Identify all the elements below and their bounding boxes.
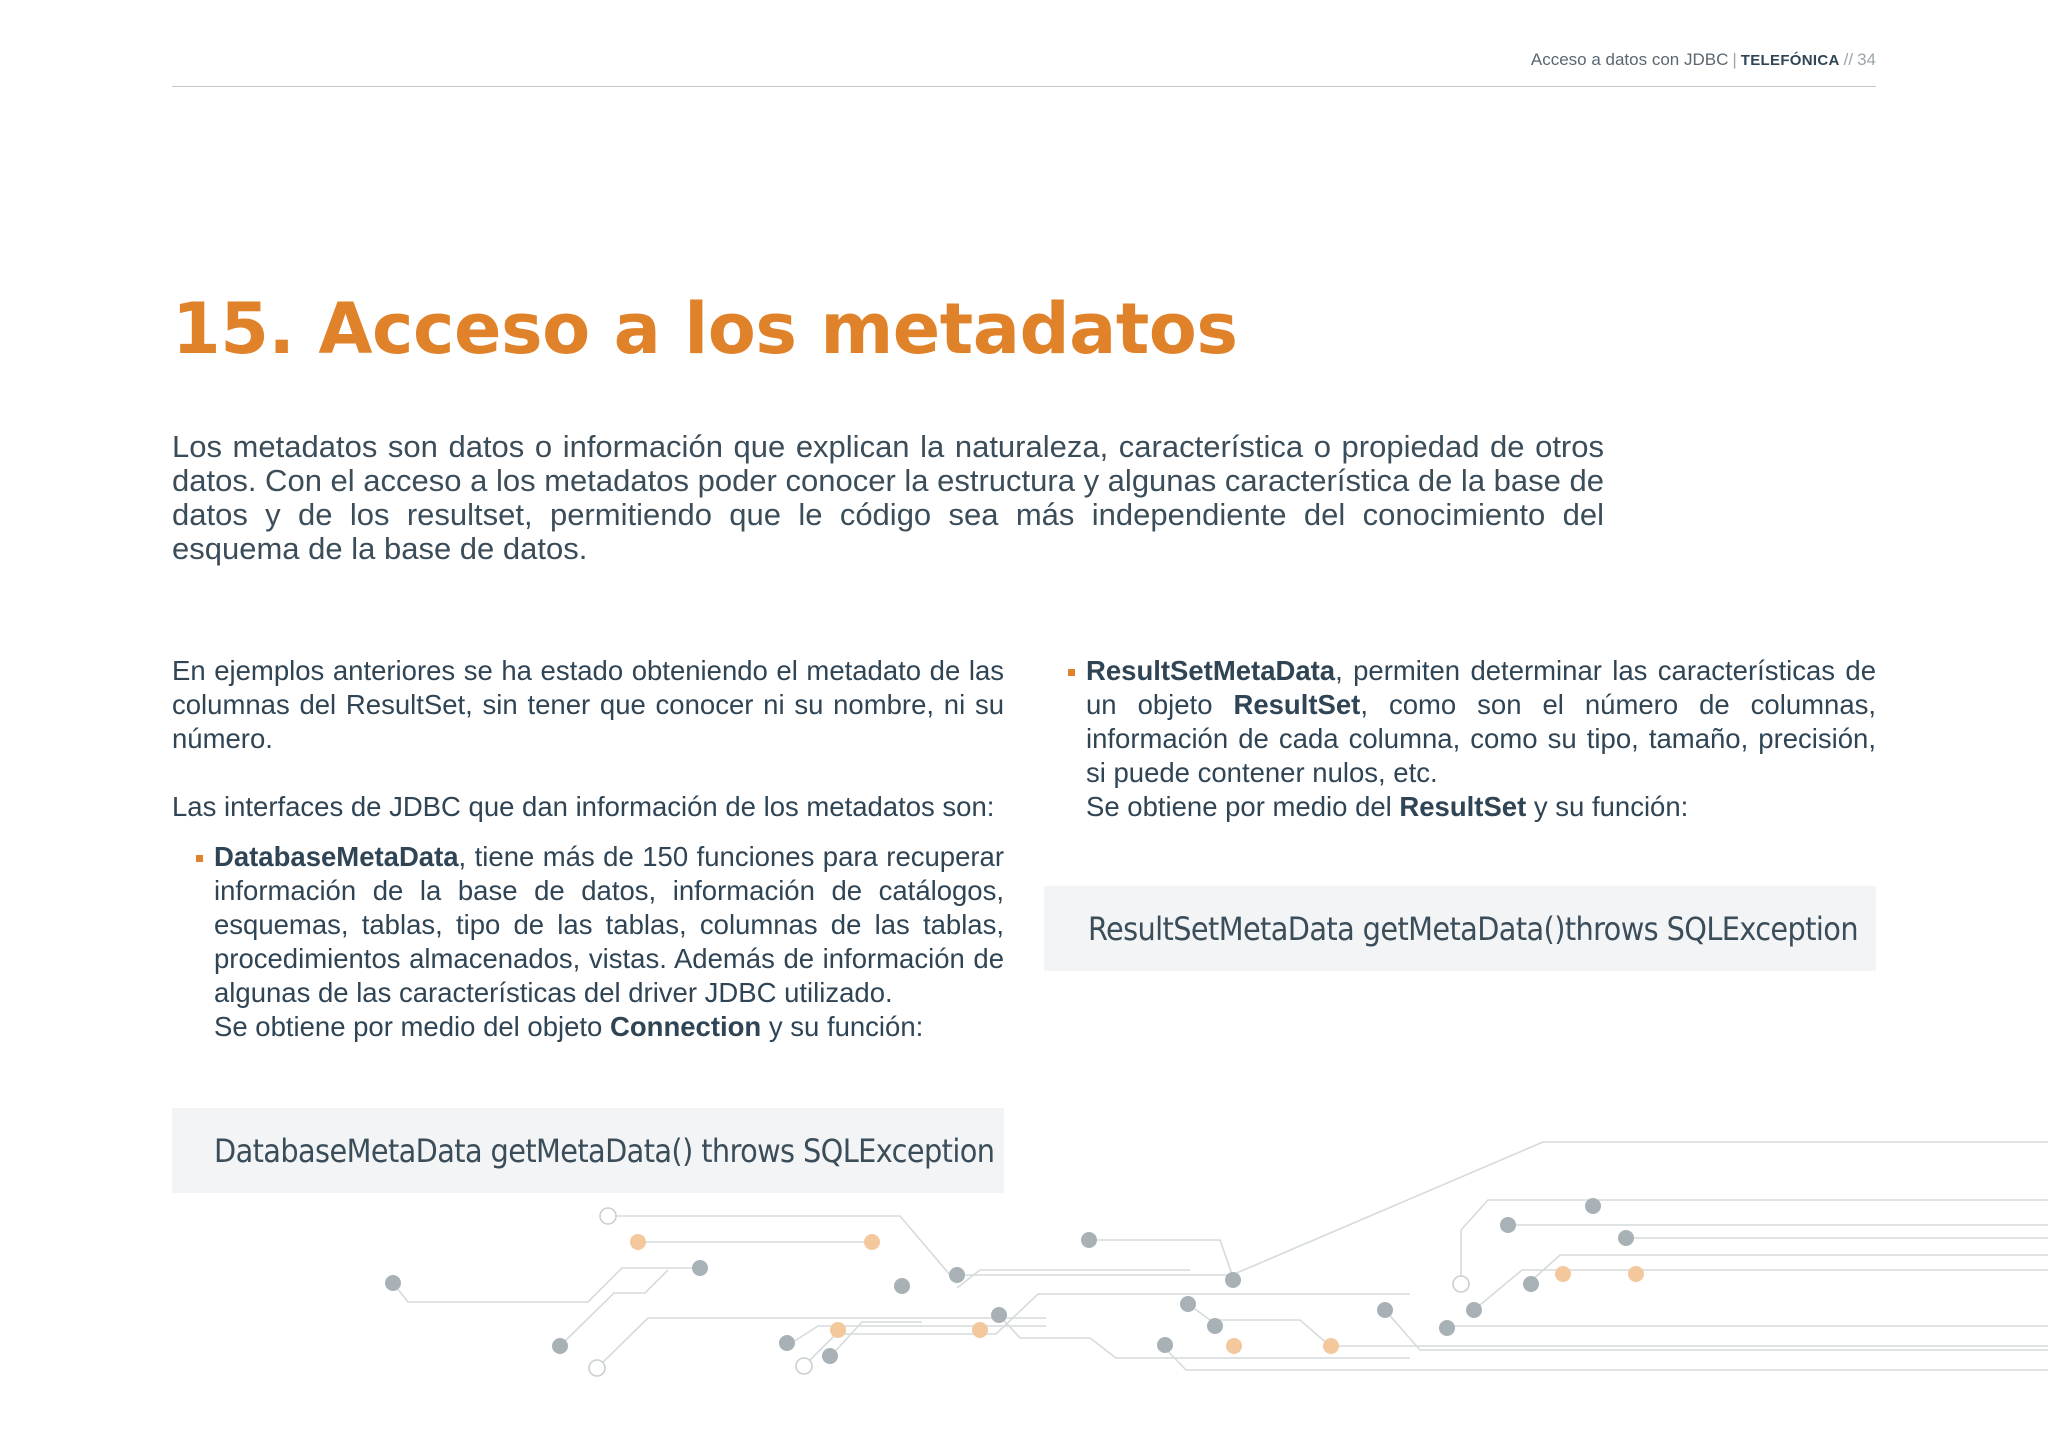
bullet-description: , tiene más de 150 funciones para recuperar información de la base de datos, información de catálogos, esquemas, tablas, tipo de las tablas, columnas de las tablas, procedimientos almacenados, vistas. Además de información de algunas de las características del driver JDBC utilizado. xyxy=(214,841,1004,1008)
obtain-term: Connection xyxy=(609,1011,762,1042)
circuit-lines xyxy=(393,1142,2048,1370)
left-paragraph-2: Las interfaces de JDBC que dan información de los metadatos son: xyxy=(172,791,995,822)
header-doc-title: Acceso a datos con JDBC xyxy=(1530,50,1729,69)
right-obtain-line xyxy=(1044,790,1876,824)
header-rule xyxy=(172,86,1876,87)
obtain-prefix: Se obtiene por medio del xyxy=(1086,791,1400,822)
header-brand: TELEFÓNICA xyxy=(1740,52,1840,69)
bullet-text xyxy=(1086,654,1876,790)
section-intro: Los metadatos son datos o información que explican la naturaleza, característica o propiedad de otros datos. Con el acceso a los metadatos poder conocer la estructura y algunas característica de la base de datos y de los resultset, permitiendo que le código sea más independiente del conocimiento del esquema de la base de datos. xyxy=(172,429,1604,566)
circuit-decoration xyxy=(0,1100,2048,1448)
page-number: 34 xyxy=(1857,50,1876,69)
header-separator: | xyxy=(1732,50,1737,69)
left-paragraph-1: En ejemplos anteriores se ha estado obteniendo el metadato de las columnas del ResultSet, sin tener que conocer ni su nombre, ni su número. xyxy=(172,655,1004,754)
page-header xyxy=(172,50,1876,84)
bullet-term-2: ResultSet xyxy=(1233,689,1361,720)
bullet-square-icon xyxy=(196,855,203,862)
obtain-term: ResultSet xyxy=(1399,791,1527,822)
bullet-description-b: , como son el número de columnas, información de cada columna, como su tipo, tamaño, precisión, si puede contener nulos, etc. xyxy=(1086,689,1877,788)
code-block-resultset-metadata xyxy=(1044,886,1876,971)
right-column xyxy=(1044,654,1876,858)
obtain-prefix: Se obtiene por medio del objeto xyxy=(214,1011,610,1042)
obtain-suffix: y su función: xyxy=(1526,791,1689,822)
code-text: DatabaseMetaData getMetaData() throws SQLException xyxy=(214,1131,995,1170)
left-obtain-line xyxy=(172,1010,1004,1044)
bullet-term: ResultSetMetaData xyxy=(1086,655,1336,686)
section-title: 15. Acceso a los metadatos xyxy=(172,288,1238,370)
bullet-resultset-metadata xyxy=(1044,654,1876,790)
code-text: ResultSetMetaData getMetaData()throws SQLException xyxy=(1088,909,1858,948)
bullet-database-metadata xyxy=(172,840,1004,1010)
bullet-term: DatabaseMetaData xyxy=(214,841,459,872)
bullet-text xyxy=(214,840,1004,1010)
bullet-description-a: , permiten determinar las características de un objeto xyxy=(1086,655,1876,720)
header-slashes: // xyxy=(1843,50,1854,69)
bullet-square-icon xyxy=(1068,669,1075,676)
obtain-suffix: y su función: xyxy=(761,1011,924,1042)
left-column xyxy=(172,654,1004,1078)
